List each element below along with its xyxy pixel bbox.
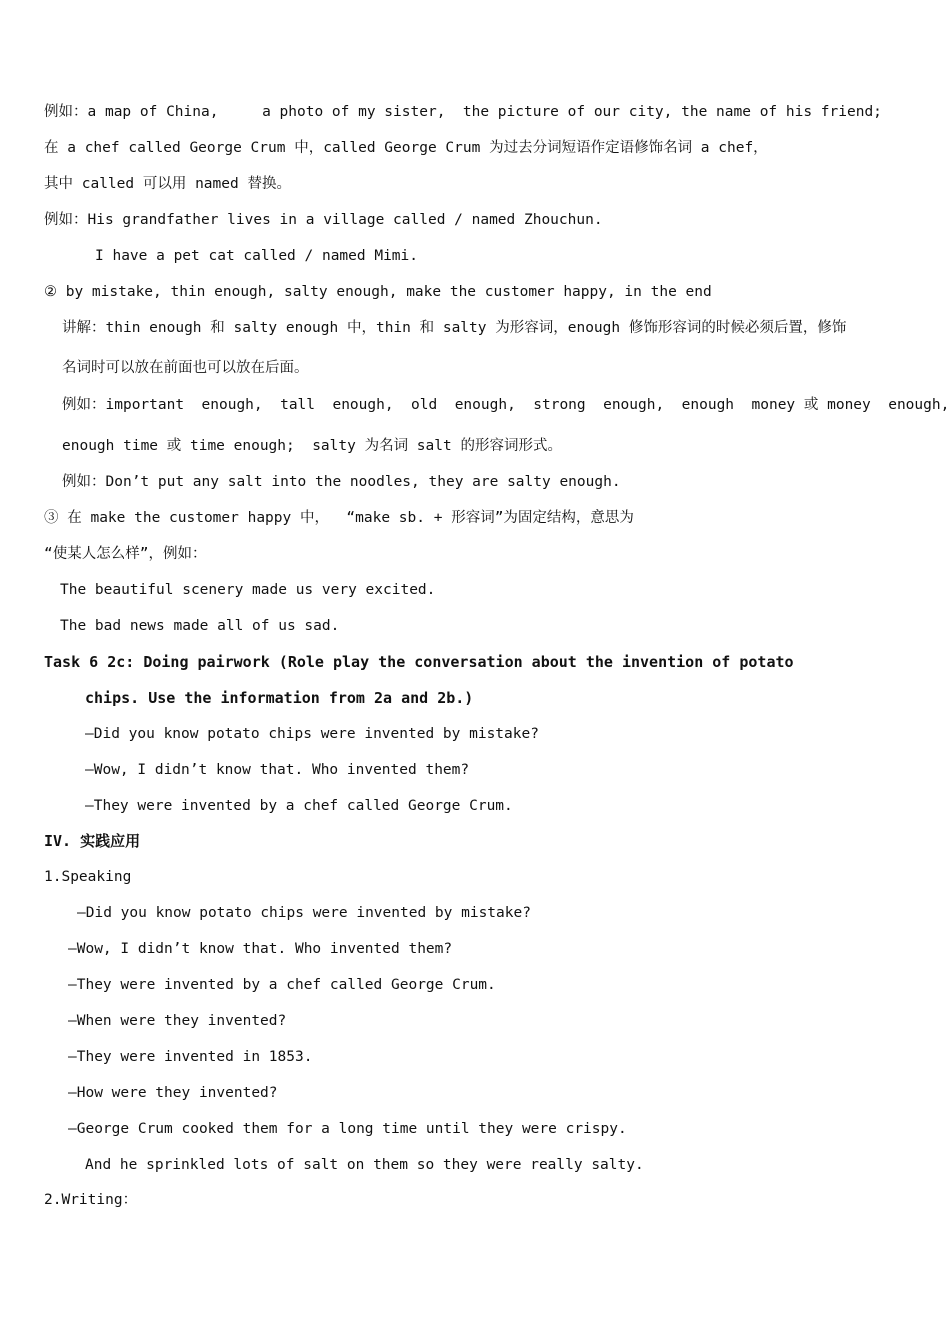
task-6-heading: Task 6 2c: Doing pairwork (Role play the conversation about the invention of potato xyxy=(44,653,794,671)
example-enough: 例如：important enough, tall enough, old enough, strong enough, enough money 或 money enough, xyxy=(62,397,950,413)
speaking-line: And he sprinkled lots of salt on them so they were really salty. xyxy=(85,1157,644,1173)
explanation-enough-cont: 名词时可以放在前面也可以放在后面。 xyxy=(62,360,309,376)
point-3-meaning: “使某人怎么样”，例如： xyxy=(44,546,207,562)
speaking-line: —George Crum cooked them for a long time until they were crispy. xyxy=(68,1121,627,1137)
task-6-heading-cont: chips. Use the information from 2a and 2b.) xyxy=(85,689,474,707)
example-grandfather: 例如：His grandfather lives in a village called / named Zhouchun. xyxy=(44,212,603,228)
explanation-enough: 讲解：thin enough 和 salty enough 中，thin 和 salty 为形容词，enough 修饰形容词的时候必须后置，修饰 xyxy=(62,320,847,336)
note-named-replace: 其中 called 可以用 named 替换。 xyxy=(44,176,291,192)
example-enough-cont: enough time 或 time enough; salty 为名词 salt 的形容词形式。 xyxy=(62,438,562,454)
dialogue-line: —Did you know potato chips were invented by mistake? xyxy=(85,726,539,742)
speaking-line: —Wow, I didn’t know that. Who invented them? xyxy=(68,941,453,957)
speaking-heading: 1.Speaking xyxy=(44,869,132,885)
writing-heading: 2.Writing： xyxy=(44,1192,138,1208)
point-3-heading: ③ 在 make the customer happy 中， “make sb. + 形容词”为固定结构，意思为 xyxy=(44,510,634,526)
example-pet-cat: I have a pet cat called / named Mimi. xyxy=(95,248,419,264)
section-iv-heading: IV. 实践应用 xyxy=(44,832,141,850)
speaking-line: —Did you know potato chips were invented by mistake? xyxy=(77,905,531,921)
speaking-line: —When were they invented? xyxy=(68,1013,287,1029)
note-past-participle: 在 a chef called George Crum 中，called George Crum 为过去分词短语作定语修饰名词 a chef， xyxy=(44,140,768,156)
example-scenery: The beautiful scenery made us very excited. xyxy=(60,582,436,598)
speaking-line: —They were invented by a chef called George Crum. xyxy=(68,977,496,993)
dialogue-line: —Wow, I didn’t know that. Who invented them? xyxy=(85,762,470,778)
speaking-line: —How were they invented? xyxy=(68,1085,278,1101)
example-noun-phrases: 例如：a map of China, a photo of my sister, the picture of our city, the name of his friend; xyxy=(44,104,882,120)
example-salt: 例如：Don’t put any salt into the noodles, they are salty enough. xyxy=(62,474,621,490)
example-bad-news: The bad news made all of us sad. xyxy=(60,618,340,634)
point-2-heading: ② by mistake, thin enough, salty enough, make the customer happy, in the end xyxy=(44,284,712,300)
speaking-line: —They were invented in 1853. xyxy=(68,1049,313,1065)
dialogue-line: —They were invented by a chef called George Crum. xyxy=(85,798,513,814)
